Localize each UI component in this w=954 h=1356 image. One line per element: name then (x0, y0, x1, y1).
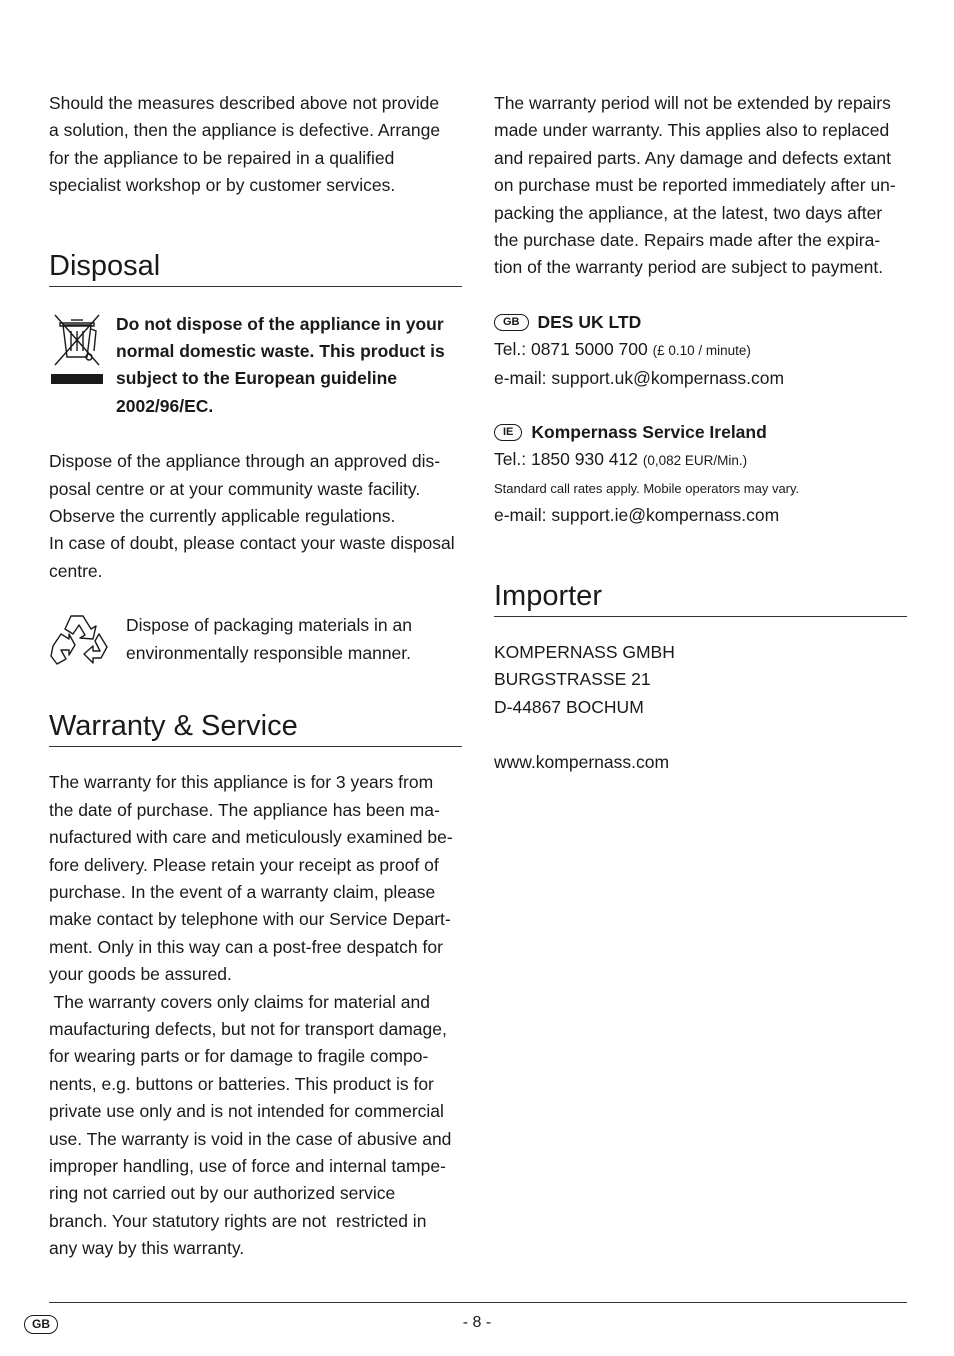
recycling-symbol-icon (49, 612, 126, 673)
footer-divider (49, 1302, 907, 1303)
warranty-period-paragraph: The warranty period will not be extended by repairs made under warranty. This applies also to replaced and repaired parts. Any damage and defects extant on purchase must be reported immediately after un- packing the appliance, at the latest, two days after the purchase date. Repairs made after the expira- tion of the warranty period are subject to payment. (494, 93, 896, 278)
disposal-notice-text: Do not dispose of the appliance in your normal domestic waste. This product is subject to the European guideline 2002/96/EC. (116, 313, 445, 416)
service-ie-block (494, 419, 907, 530)
disposal-body: Dispose of the appliance through an approved dis- posal centre or at your community waste facility. Observe the currently applicable regulations. In case of doubt, please contact your waste disposal centre. (49, 451, 455, 581)
warranty-body: The warranty for this appliance is for 3 years from the date of purchase. The appliance has been ma- nufactured with care and meticulously examined be- fore delivery. Please retain your receipt as proof of purchase. In the event of a warranty claim, please make contact by telephone with our Service Depart- ment. Only in this way can a post-free despatch for your goods be assured. The warranty covers only claims for material and maufacturing defects, but not for transport damage, for wearing parts or for damage to fragile compo- nents, e.g. buttons or batteries. This product is for private use only and is not intended for commercial use. The warranty is void in the case of abusive and improper handling, use of force and internal tampe- ring not carried out by our authorized service branch. Your statutory rights are not restricted in any way by this warranty. (49, 772, 453, 1259)
importer-heading: Importer (494, 578, 907, 617)
service-uk-rate: (£ 0.10 / minute) (652, 343, 751, 359)
service-uk-name: DES UK LTD (537, 311, 642, 332)
disposal-notice (49, 311, 462, 421)
disposal-heading: Disposal (49, 248, 462, 287)
page-number: - 8 - (462, 1314, 492, 1331)
country-badge-gb: GB (494, 314, 529, 331)
country-badge-ie: IE (494, 424, 522, 441)
warranty-heading: Warranty & Service (49, 708, 462, 747)
service-uk-email[interactable]: e-mail: support.uk@kompernass.com (494, 367, 785, 388)
importer-website[interactable]: www.kompernass.com (494, 751, 670, 772)
right-column (494, 90, 907, 776)
crossed-out-wheelie-bin-icon (49, 311, 116, 394)
intro-paragraph: Should the measures described above not provide a solution, then the appliance is defective. Arrange for the appliance to be repaired in a qualified specialist workshop or by customer services. (49, 93, 441, 196)
service-uk-phone[interactable]: Tel.: 0871 5000 700 (494, 339, 648, 360)
importer-address: KOMPERNASS GMBH BURGSTRASSE 21 D-44867 BOCHUM (494, 641, 675, 717)
service-ie-note: Standard call rates apply. Mobile operators may vary. (494, 480, 800, 496)
service-uk-block (494, 309, 907, 392)
packaging-notice (49, 612, 462, 673)
packaging-notice-text: Dispose of packaging materials in an environmentally responsible manner. (126, 615, 412, 663)
service-ie-phone[interactable]: Tel.: 1850 930 412 (494, 449, 639, 470)
footer-country-badge: GB (24, 1315, 58, 1336)
service-ie-rate: (0,082 EUR/Min.) (642, 453, 748, 469)
service-ie-name: Kompernass Service Ireland (531, 422, 767, 443)
left-column (49, 90, 462, 1263)
service-ie-email[interactable]: e-mail: support.ie@kompernass.com (494, 505, 780, 526)
